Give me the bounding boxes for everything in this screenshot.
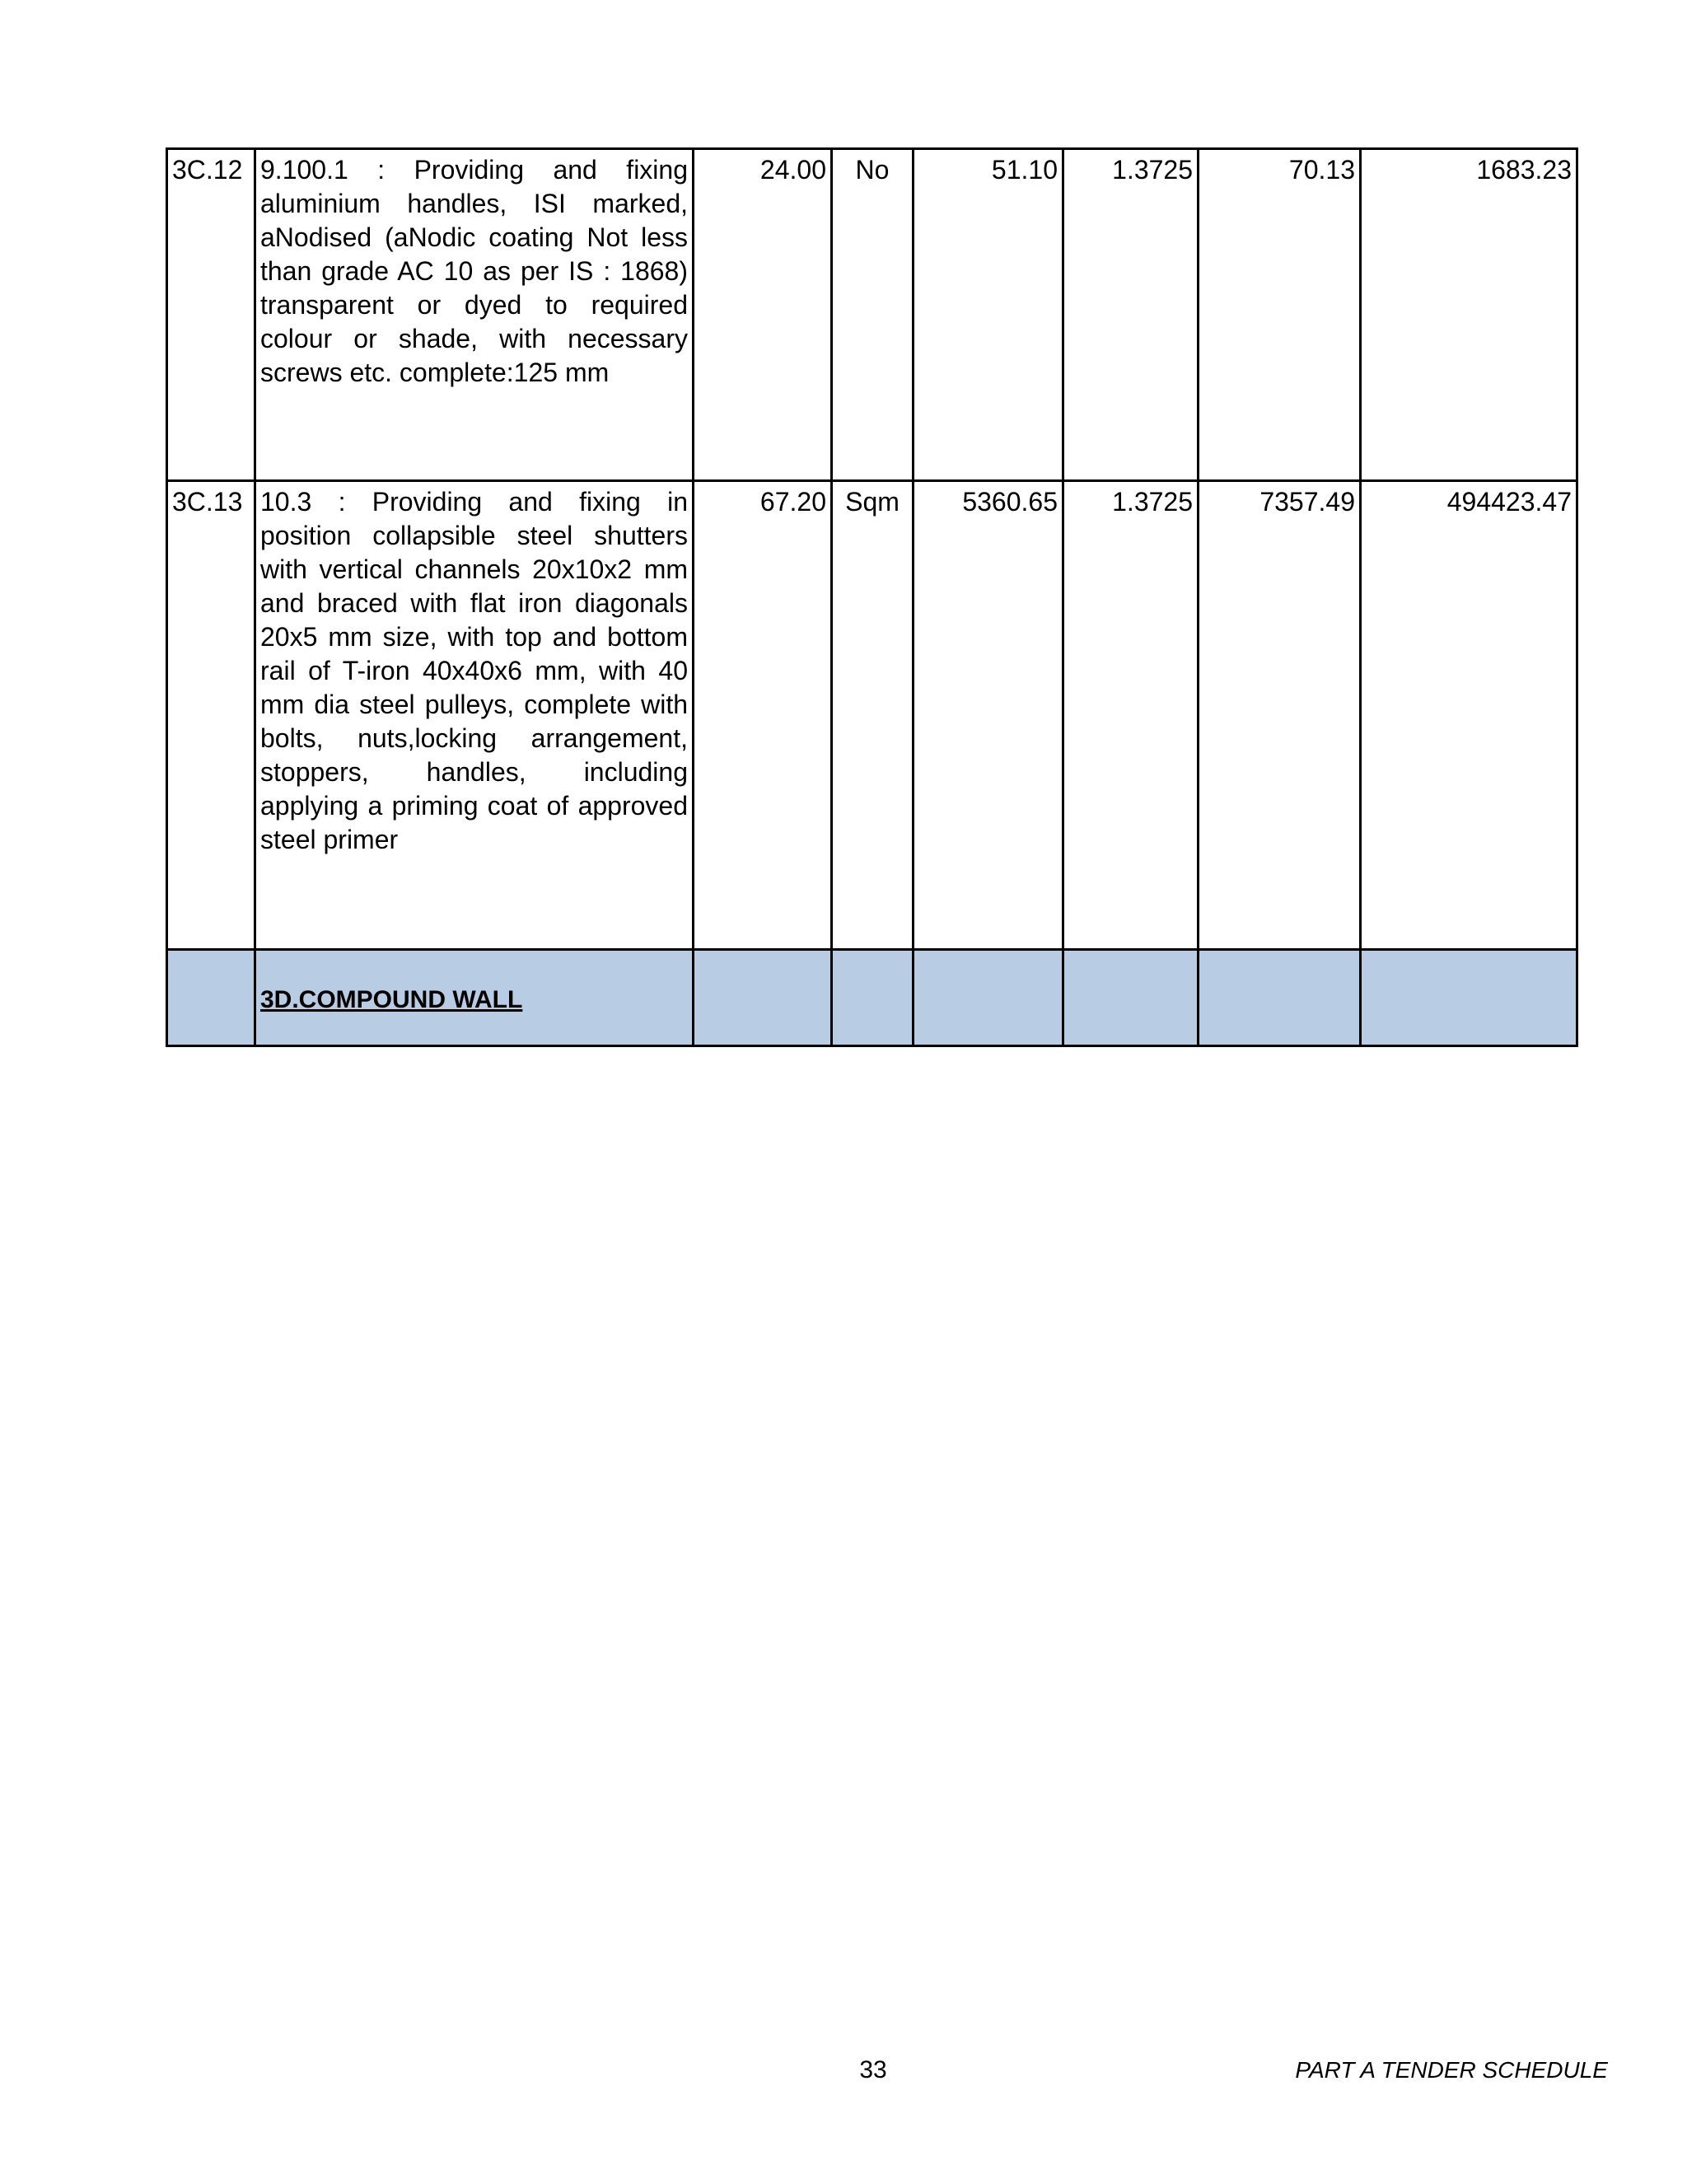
item-description-cell — [255, 149, 694, 481]
quantity-cell: 24.00 — [694, 149, 832, 481]
revised-rate-cell: 7357.49 — [1199, 481, 1361, 950]
section-heading: 3D.COMPOUND WALL — [260, 986, 523, 1013]
table-row — [167, 481, 1577, 950]
empty-cell — [1361, 950, 1577, 1046]
section-heading-row — [167, 950, 1577, 1046]
empty-cell — [914, 950, 1063, 1046]
item-number-cell: 3C.12 — [167, 149, 255, 481]
tender-schedule-table — [166, 147, 1578, 1047]
table-row — [167, 149, 1577, 481]
item-description: 10.3 : Providing and fixing in position collapsible steel shutters with vertical channels 20x10x2 mm and braced with flat iron diagonals 20x5 mm size, with top and bottom rail of T-iron 40x40x6 mm, with 40 mm dia steel pulleys, complete with bolts, nuts,locking arrangement, stoppers, handles, including applying a priming coat of approved steel primer — [260, 487, 688, 854]
footer-document-title: PART A TENDER SCHEDULE — [1295, 2057, 1608, 2083]
unit-cell: No — [832, 149, 914, 481]
unit-cell: Sqm — [832, 481, 914, 950]
empty-cell — [167, 950, 255, 1046]
empty-cell — [832, 950, 914, 1046]
amount-cell: 1683.23 — [1361, 149, 1577, 481]
rate-cell: 5360.65 — [914, 481, 1063, 950]
empty-cell — [1063, 950, 1199, 1046]
factor-cell: 1.3725 — [1063, 149, 1199, 481]
empty-cell — [1199, 950, 1361, 1046]
item-description-cell — [255, 481, 694, 950]
page-number: 33 — [859, 2056, 887, 2083]
item-description: 9.100.1 : Providing and fixing aluminium handles, ISI marked, aNodised (aNodic coating Not less than grade AC 10 as per IS : 1868) transparent or dyed to required colour or shade, with necessary screws etc. complete:125 mm — [260, 155, 688, 387]
empty-cell — [694, 950, 832, 1046]
factor-cell: 1.3725 — [1063, 481, 1199, 950]
rate-cell: 51.10 — [914, 149, 1063, 481]
quantity-cell: 67.20 — [694, 481, 832, 950]
item-number-cell: 3C.13 — [167, 481, 255, 950]
revised-rate-cell: 70.13 — [1199, 149, 1361, 481]
amount-cell: 494423.47 — [1361, 481, 1577, 950]
section-heading-cell — [255, 950, 694, 1046]
